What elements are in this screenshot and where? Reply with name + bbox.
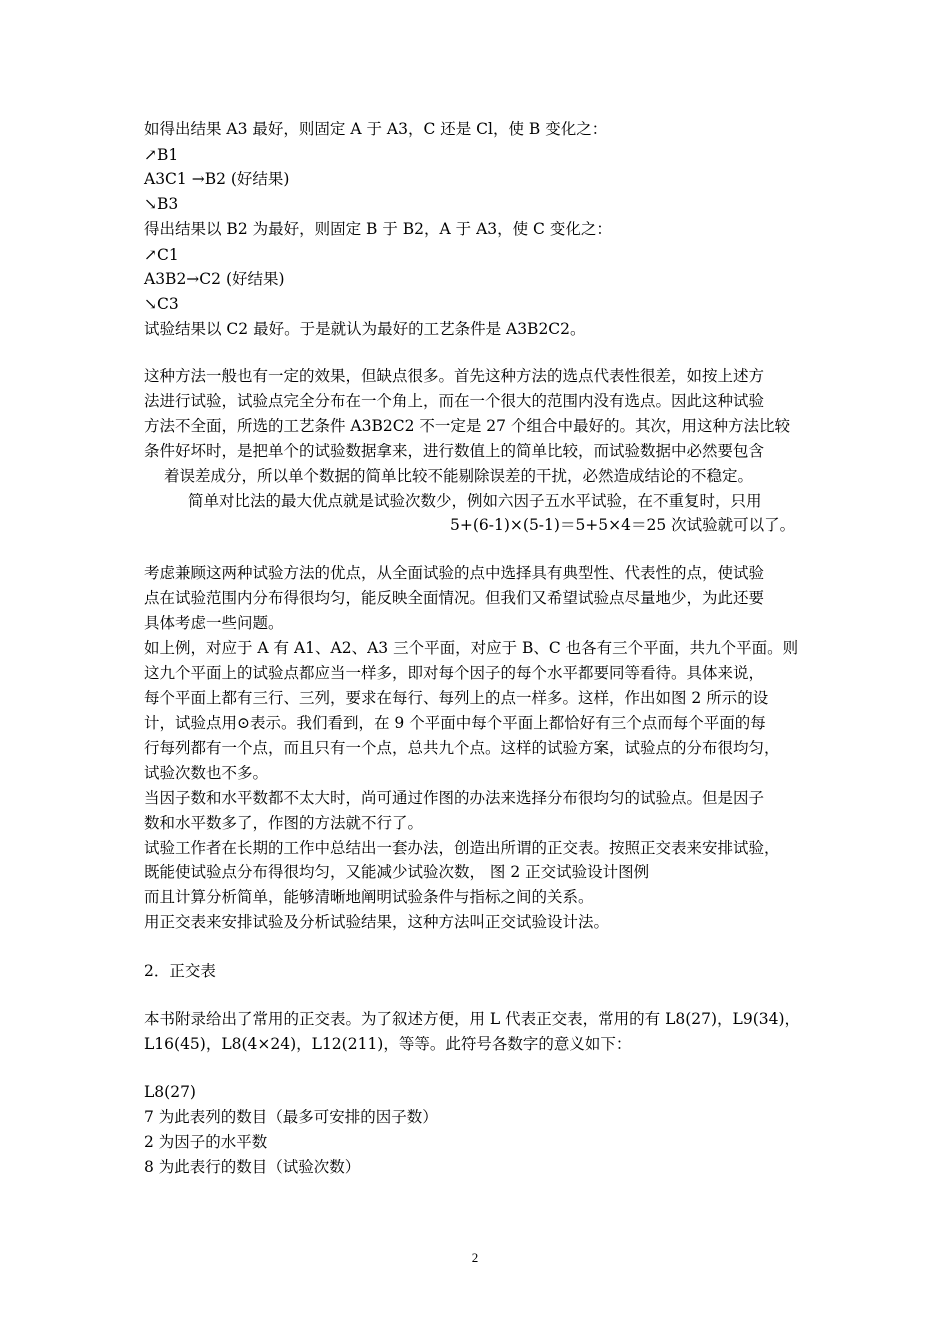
text-line: 得出结果以 B2 为最好，则固定 B 于 B2，A 于 A3，使 C 变化之： <box>144 220 612 238</box>
text-line: 2 为因子的水平数 <box>144 1133 268 1151</box>
text-line: 当因子数和水平数都不太大时，尚可通过作图的办法来选择分布很均匀的试验点。但是因子 <box>144 789 765 807</box>
text-line: 这种方法一般也有一定的效果，但缺点很多。首先这种方法的选点代表性很差，如按上述方 <box>144 367 765 385</box>
text-line: 简单对比法的最大优点就是试验次数少，例如六因子五水平试验，在不重复时，只用 <box>188 492 762 510</box>
text-line: 试验结果以 C2 最好。于是就认为最好的工艺条件是 A3B2C2。 <box>144 320 586 338</box>
text-line: 方法不全面，所选的工艺条件 A3B2C2 不一定是 27 个组合中最好的。其次，用这种方法比较 <box>144 417 790 435</box>
text-line: 用正交表来安排试验及分析试验结果，这种方法叫正交试验设计法。 <box>144 913 610 931</box>
text-line: ↘C3 <box>144 295 179 313</box>
text-line: 考虑兼顾这两种试验方法的优点，从全面试验的点中选择具有典型性、代表性的点，使试验 <box>144 564 765 582</box>
text-line: 数和水平数多了，作图的方法就不行了。 <box>144 814 424 832</box>
text-line: 5+(6-1)×(5-1)＝5+5×4＝25 次试验就可以了。 <box>450 516 796 534</box>
text-line: 如得出结果 A3 最好，则固定 A 于 A3，C 还是 Cl，使 B 变化之： <box>144 120 608 138</box>
text-line: 点在试验范围内分布得很均匀，能反映全面情况。但我们又希望试验点尽量地少，为此还要 <box>144 589 765 607</box>
text-line: ↗C1 <box>144 246 179 264</box>
text-line: 如上例，对应于 A 有 A1、A2、A3 三个平面，对应于 B、C 也各有三个平面，共九个平面。则 <box>144 639 799 657</box>
page-number: 2 <box>471 1250 479 1265</box>
text-line: A3C1 →B2 (好结果) <box>144 170 290 188</box>
text-line: 法进行试验，试验点完全分布在一个角上，而在一个很大的范围内没有选点。因此这种试验 <box>144 392 765 410</box>
section-heading: 2．正交表 <box>144 962 216 980</box>
text-line: L16(45)，L8(4×24)，L12(211)，等等。此符号各数字的意义如下： <box>144 1035 632 1053</box>
text-line: 而且计算分析简单，能够清晰地阐明试验条件与指标之间的关系。 <box>144 888 594 906</box>
text-line: 试验工作者在长期的工作中总结出一套办法，创造出所谓的正交表。按照正交表来安排试验， <box>144 839 780 857</box>
text-line: 着误差成分，所以单个数据的简单比较不能剔除误差的干扰，必然造成结论的不稳定。 <box>164 467 754 485</box>
text-line: A3B2→C2 (好结果) <box>144 270 285 288</box>
text-line: 行每列都有一个点，而且只有一个点，总共九个点。这样的试验方案，试验点的分布很均匀， <box>144 739 780 757</box>
text-line: 每个平面上都有三行、三列，要求在每行、每列上的点一样多。这样，作出如图 2 所示的设 <box>144 689 769 707</box>
text-line: 计，试验点用⊙表示。我们看到，在 9 个平面中每个平面上都恰好有三个点而每个平面的每 <box>144 714 766 732</box>
text-line: 试验次数也不多。 <box>144 764 269 782</box>
text-line: ↗B1 <box>144 146 179 164</box>
text-line: L8(27) <box>144 1083 196 1101</box>
text-line: 具体考虑一些问题。 <box>144 614 284 632</box>
text-line: 既能使试验点分布得很均匀，又能减少试验次数， 图 2 正交试验设计图例 <box>144 863 650 881</box>
text-line: ↘B3 <box>144 195 179 213</box>
text-line: 这九个平面上的试验点都应当一样多，即对每个因子的每个水平都要同等看待。具体来说， <box>144 664 765 682</box>
text-line: 8 为此表行的数目（试验次数） <box>144 1158 361 1176</box>
text-line: 本书附录给出了常用的正交表。为了叙述方便，用 L 代表正交表，常用的有 L8(27)，L9(34)， <box>144 1010 801 1028</box>
text-line: 7 为此表列的数目（最多可安排的因子数） <box>144 1108 438 1126</box>
text-line: 条件好坏时，是把单个的试验数据拿来，进行数值上的简单比较，而试验数据中必然要包含 <box>144 442 765 460</box>
